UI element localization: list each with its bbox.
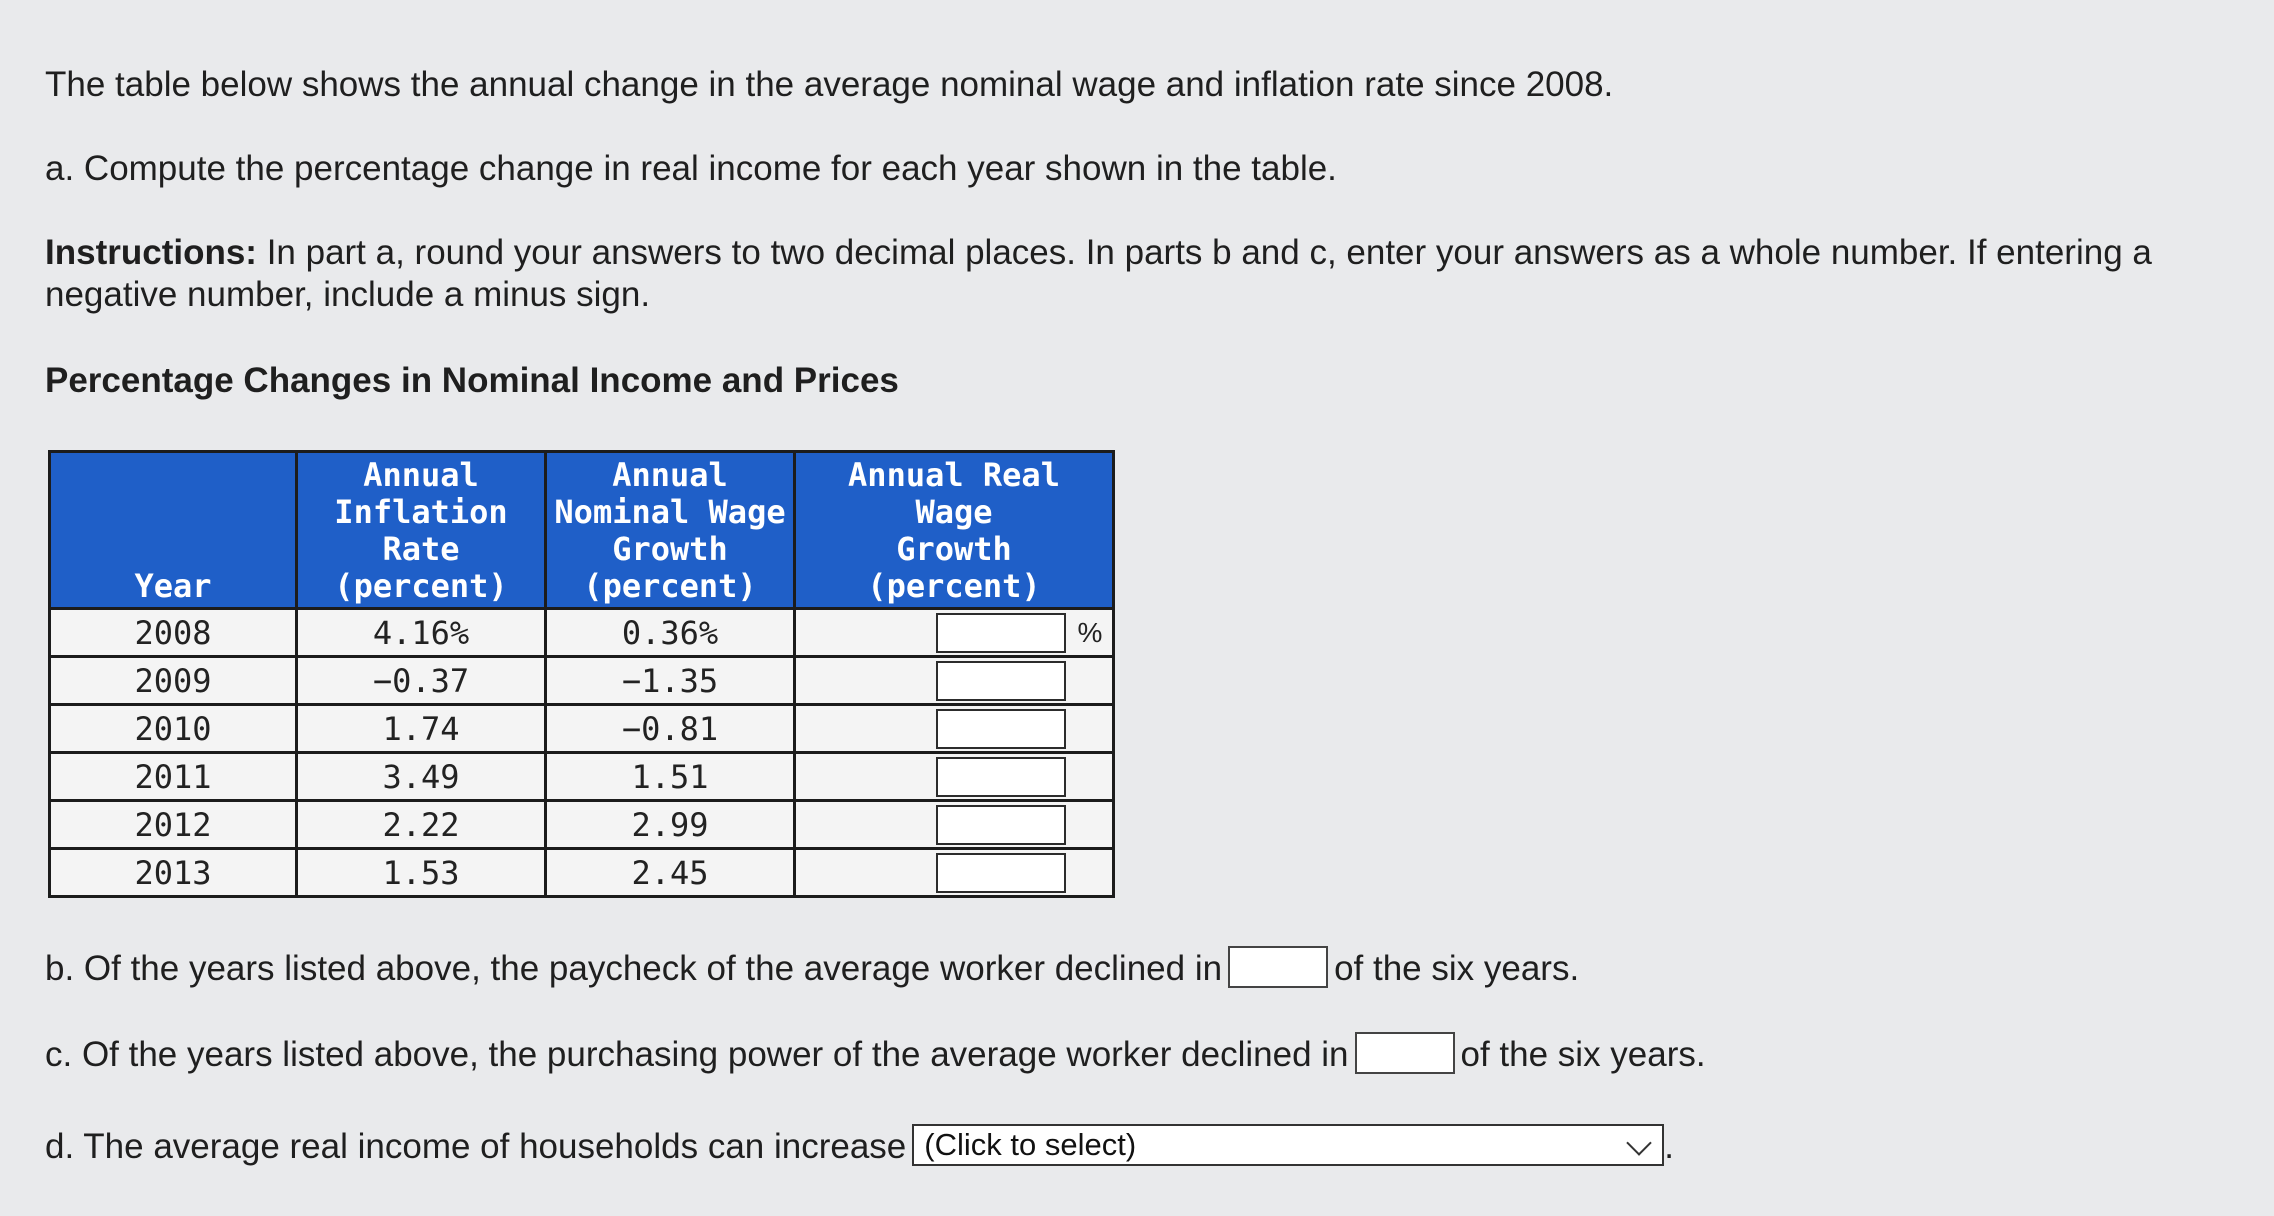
cell-inflation: −0.37 [297, 657, 546, 705]
header-real-wage: Annual Real Wage Growth (percent) [795, 452, 1114, 609]
part-b-suffix: of the six years. [1334, 949, 1580, 988]
part-d-select[interactable] [912, 1124, 1664, 1166]
instructions-line-2: negative number, include a minus sign. [45, 275, 651, 314]
real-wage-input-2012[interactable] [936, 805, 1066, 845]
select-value: (Click to select) [924, 1126, 1137, 1162]
instructions-label: Instructions: [45, 233, 257, 272]
cell-real [795, 753, 1114, 801]
cell-nominal: 2.45 [546, 849, 795, 897]
real-wage-input-2010[interactable] [936, 709, 1066, 749]
part-c-text: c. Of the years listed above, the purchasing power of the average worker declined in [45, 1035, 1349, 1074]
table-row [50, 801, 1114, 849]
table-row [50, 609, 1114, 657]
table-row [50, 657, 1114, 705]
real-wage-input-2013[interactable] [936, 853, 1066, 893]
cell-real [795, 657, 1114, 705]
part-d-line [45, 1126, 1674, 1170]
part-c-suffix: of the six years. [1460, 1035, 1706, 1074]
header-inflation: Annual Inflation Rate (percent) [297, 452, 546, 609]
part-b-line [45, 948, 1579, 992]
cell-real [795, 801, 1114, 849]
table-header-row [50, 452, 1114, 609]
cell-inflation: 1.53 [297, 849, 546, 897]
table-row [50, 849, 1114, 897]
instructions-line-1 [45, 232, 2152, 274]
cell-year: 2010 [50, 705, 297, 753]
real-wage-input-2009[interactable] [936, 661, 1066, 701]
cell-year: 2009 [50, 657, 297, 705]
table-row [50, 753, 1114, 801]
cell-nominal: 1.51 [546, 753, 795, 801]
cell-inflation: 3.49 [297, 753, 546, 801]
cell-real [795, 849, 1114, 897]
intro-text: The table below shows the annual change in the average nominal wage and inflation rate since 2008. [45, 65, 1614, 104]
header-year: Year [50, 452, 297, 609]
cell-inflation: 4.16% [297, 609, 546, 657]
cell-nominal: −1.35 [546, 657, 795, 705]
cell-year: 2011 [50, 753, 297, 801]
cell-inflation: 1.74 [297, 705, 546, 753]
part-c-input[interactable] [1355, 1032, 1455, 1074]
data-table [48, 450, 1115, 898]
cell-nominal: 0.36% [546, 609, 795, 657]
table-title: Percentage Changes in Nominal Income and Prices [45, 361, 899, 400]
part-c-line [45, 1034, 1706, 1078]
real-wage-input-2011[interactable] [936, 757, 1066, 797]
chevron-down-icon [1627, 1130, 1652, 1155]
part-b-input[interactable] [1228, 946, 1328, 988]
cell-year: 2008 [50, 609, 297, 657]
part-a-text: a. Compute the percentage change in real income for each year shown in the table. [45, 149, 1337, 188]
cell-nominal: 2.99 [546, 801, 795, 849]
part-d-text: d. The average real income of households can increase [45, 1127, 907, 1166]
cell-real [795, 705, 1114, 753]
cell-year: 2012 [50, 801, 297, 849]
cell-real [795, 609, 1114, 657]
part-d-suffix: . [1664, 1127, 1675, 1166]
real-wage-input-2008[interactable] [936, 613, 1066, 653]
cell-nominal: −0.81 [546, 705, 795, 753]
cell-inflation: 2.22 [297, 801, 546, 849]
header-nominal-wage: Annual Nominal Wage Growth (percent) [546, 452, 795, 609]
percent-sign: % [1077, 616, 1103, 648]
instructions-text: In part a, round your answers to two decimal places. In parts b and c, enter your answers as a whole number. If entering a [266, 233, 2152, 272]
cell-year: 2013 [50, 849, 297, 897]
part-b-text: b. Of the years listed above, the paycheck of the average worker declined in [45, 949, 1223, 988]
table-row [50, 705, 1114, 753]
